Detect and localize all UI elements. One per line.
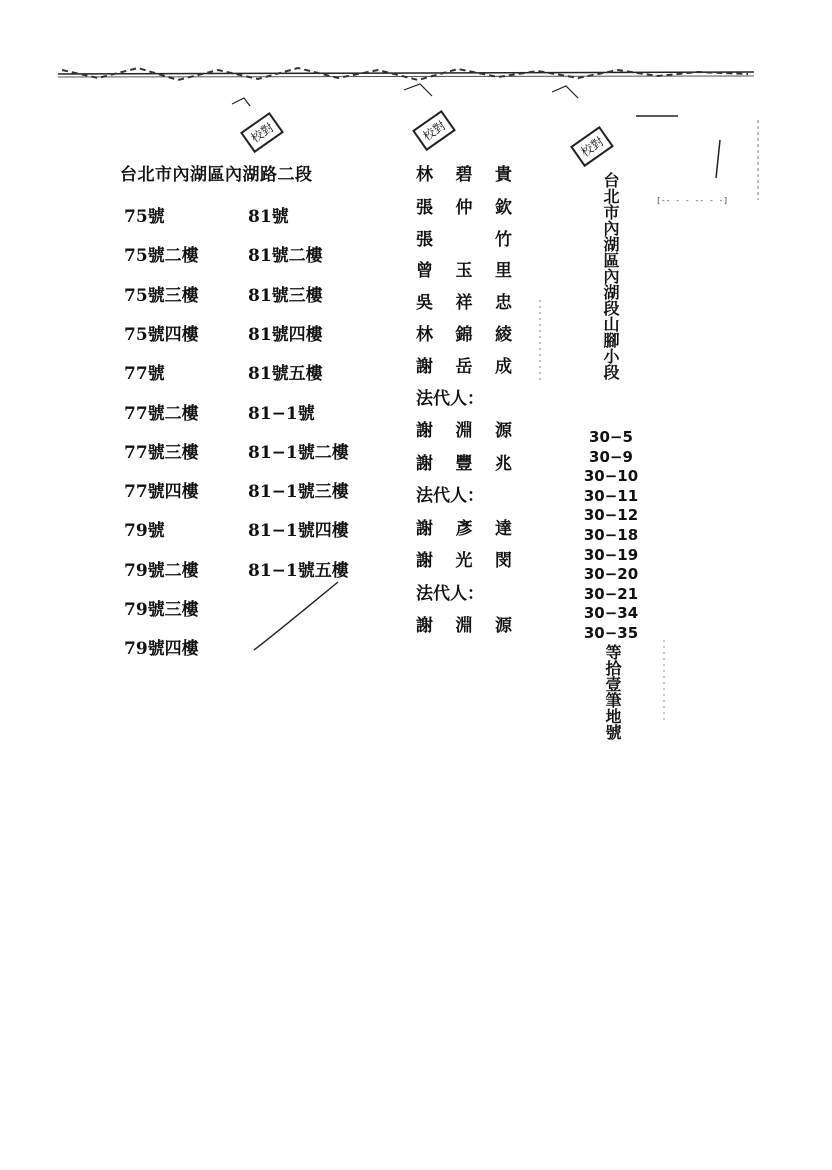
legal-representative-label: 法代人： [416,584,484,604]
owner-name: 曾 玉 里 [416,261,512,281]
unit-address: 81−1號三樓 [248,482,349,503]
lot-number: 30−35 [583,623,639,642]
land-address: 台北市內湖區內湖段山腳小段 [601,172,620,380]
unit-address: 81−1號四樓 [248,521,349,542]
owner-name: 謝 淵 源 [416,616,512,636]
unit-address: 79號四樓 [124,639,199,660]
owner-name: 謝 彥 達 [416,519,512,539]
unit-address: 81號五樓 [248,364,323,385]
lot-number: 30−10 [583,467,639,486]
unit-address: 79號二樓 [124,560,199,581]
margin-note: [-- - - -- - -] [656,196,729,205]
stamp-mark [552,86,578,98]
unit-address: 75號 [124,207,165,227]
land-suffix: 等拾壹筆地號 [603,644,622,740]
legal-representative-label: 法代人： [416,389,484,409]
unit-address: 81−1號 [248,403,315,424]
unit-address: 75號四樓 [124,324,199,345]
unit-address: 81號四樓 [248,324,323,345]
unit-address: 81號 [248,207,289,227]
owner-name: 張 竹 [416,230,512,250]
stamp-mark [232,98,250,106]
owner-name: 謝 淵 源 [416,421,512,441]
strike-line [254,582,338,650]
owner-name: 謝 豐 兆 [416,454,512,474]
unit-address: 77號三樓 [124,442,199,463]
lot-number: 30−18 [583,525,639,544]
address-title: 台北市內湖區內湖路二段 [120,165,313,185]
proofread-stamp: 校對 [570,126,614,167]
owner-name: 林 碧 貴 [416,165,512,185]
legal-representative-label: 法代人： [416,486,484,506]
owner-name: 吳 祥 忠 [416,293,512,313]
lot-number: 30−19 [583,545,639,564]
lot-number: 30−20 [583,565,639,584]
lot-number: 30−12 [583,506,639,525]
unit-address: 81−1號二樓 [248,442,349,463]
owner-name: 林 錦 綾 [416,325,512,345]
unit-address: 81−1號五樓 [248,560,349,581]
stamp-mark [404,84,432,96]
lot-number: 30−9 [589,447,633,466]
lot-number: 30−34 [583,604,639,623]
lot-number: 30−11 [583,486,639,505]
unit-address: 75號三樓 [124,285,199,306]
owner-name: 謝 岳 成 [416,357,512,377]
scan-mark [716,140,720,178]
unit-address: 77號四樓 [124,482,199,503]
unit-address: 81號二樓 [248,246,323,267]
unit-address: 81號三樓 [248,285,323,306]
lot-number: 30−5 [589,428,633,446]
owner-name: 張 仲 欽 [416,198,512,218]
owner-name: 謝 光 閔 [416,551,512,571]
unit-address: 79號 [124,521,165,542]
lot-number: 30−21 [583,584,639,603]
unit-address: 75號二樓 [124,246,199,267]
proofread-stamp: 校對 [240,112,284,153]
unit-address: 77號二樓 [124,403,199,424]
unit-address: 79號三樓 [124,600,199,620]
unit-address: 77號 [124,364,165,385]
proofread-stamp: 校對 [412,110,456,151]
